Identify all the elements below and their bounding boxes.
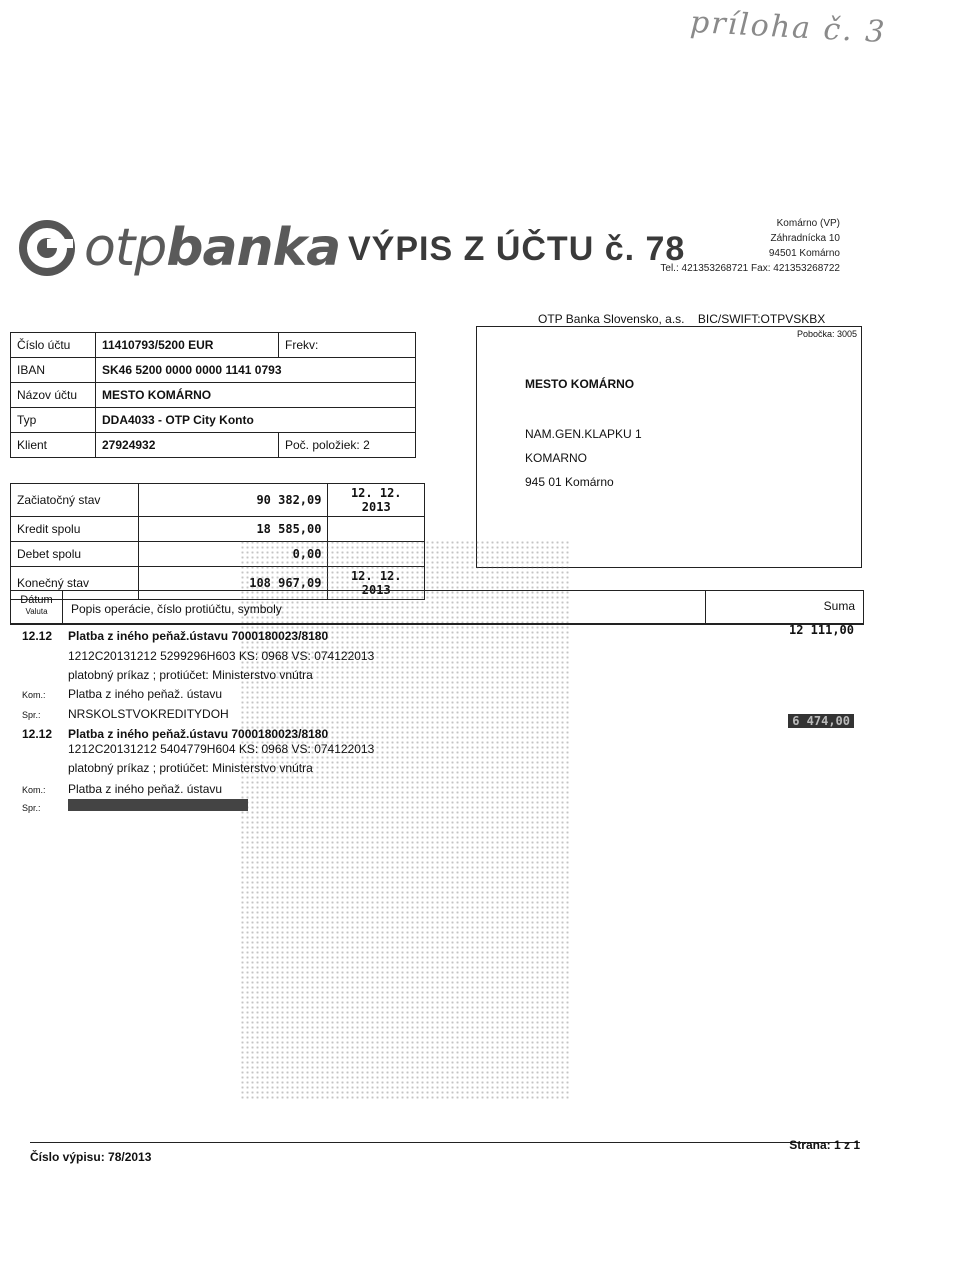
account-number-label: Číslo účtu <box>11 333 96 358</box>
bank-name: OTP Banka Slovensko, a.s. <box>538 312 685 326</box>
statement-number: Číslo výpisu: 78/2013 <box>30 1150 152 1164</box>
client-label: Klient <box>11 433 96 458</box>
account-number: 11410793/5200 EUR <box>96 333 279 358</box>
redacted-message <box>68 799 248 811</box>
item-count: 2 <box>363 438 370 452</box>
branch-contact: Tel.: 421353268721 Fax: 421353268722 <box>660 263 840 274</box>
comment-label: Kom.: <box>22 785 46 795</box>
otp-logo-icon <box>18 219 76 277</box>
transaction-title: Platba z iného peňaž.ústavu 7000180023/8180 <box>68 629 329 643</box>
transaction-reference: 1212C20131212 5299296H603 KS: 0968 VS: 074122013 <box>68 649 375 663</box>
addressee-street: NAM.GEN.KLAPKU 1 <box>525 427 642 441</box>
transaction-amount: 6 474,00 <box>788 714 854 728</box>
iban-value: SK46 5200 0000 0000 1141 0793 <box>96 358 416 383</box>
bank-header <box>538 312 825 326</box>
transaction-counterparty: platobný príkaz ; protiúčet: Ministerstvo vnútra <box>68 761 313 775</box>
closing-balance-label: Konečný stav <box>11 567 139 600</box>
transaction-amount: 12 111,00 <box>788 623 854 637</box>
account-info-table <box>10 332 416 458</box>
amount-header: Suma <box>823 599 855 613</box>
client-number: 27924932 <box>96 433 279 458</box>
credit-total-label: Kredit spolu <box>11 517 139 542</box>
otpbanka-logo <box>18 218 340 278</box>
comment-label: Kom.: <box>22 690 46 700</box>
credit-total: 18 585,00 <box>138 517 328 542</box>
amount-column-divider <box>705 591 706 623</box>
opening-balance: 90 382,09 <box>138 484 328 517</box>
closing-balance: 108 967,09 <box>138 567 328 600</box>
statement-title: VÝPIS Z ÚČTU č. 78 <box>348 230 686 268</box>
opening-balance-label: Začiatočný stav <box>11 484 139 517</box>
addressee-box <box>476 326 862 568</box>
addressee-city: KOMARNO <box>525 451 588 465</box>
addressee-zip: 945 01 Komárno <box>525 475 614 489</box>
closing-balance-date: 12. 12. 2013 <box>328 567 425 600</box>
transactions-header <box>10 590 864 625</box>
date-header <box>11 591 63 623</box>
frequency-label: Frekv: <box>279 333 416 358</box>
branch-name: Komárno (VP) <box>776 218 840 229</box>
account-name: MESTO KOMÁRNO <box>96 383 416 408</box>
iban-label: IBAN <box>11 358 96 383</box>
transaction-counterparty: platobný príkaz ; protiúčet: Ministerstvo vnútra <box>68 668 313 682</box>
account-name-label: Názov účtu <box>11 383 96 408</box>
footer-divider <box>30 1142 860 1143</box>
description-header: Popis operácie, číslo protiúčtu, symboly <box>71 602 282 616</box>
valuta-header-label: Valuta <box>25 607 48 616</box>
branch-address <box>660 216 840 276</box>
type-label: Typ <box>11 408 96 433</box>
bic-swift: BIC/SWIFT:OTPVSKBX <box>697 312 826 326</box>
branch-street: Záhradnícka 10 <box>770 233 840 244</box>
debit-total-label: Debet spolu <box>11 542 139 567</box>
logo-wordmark <box>84 218 340 278</box>
message-label: Spr.: <box>22 803 41 813</box>
item-count-label: Poč. položiek: <box>285 438 360 452</box>
item-count-cell <box>279 433 416 458</box>
transaction-date: 12.12 <box>22 629 53 643</box>
transaction-reference: 1212C20131212 5404779H604 KS: 0968 VS: 074122013 <box>68 742 375 756</box>
addressee-name: MESTO KOMÁRNO <box>525 377 635 391</box>
transaction-title: Platba z iného peňaž.ústavu 7000180023/8180 <box>68 727 329 741</box>
date-header-label: Dátum <box>20 594 53 606</box>
logo-text-bold: banka <box>166 218 341 278</box>
credit-total-empty <box>328 517 425 542</box>
branch-city: 94501 Komárno <box>768 248 840 259</box>
transaction-message: NRSKOLSTVOKREDITYDOH <box>68 707 229 721</box>
transaction-comment: Platba z iného peňaž. ústavu <box>68 782 223 796</box>
branch-number: Pobočka: 3005 <box>796 329 857 339</box>
page-number: Strana: 1 z 1 <box>789 1138 860 1152</box>
handwritten-note: príloha č. 3 <box>689 4 888 51</box>
transaction-date: 12.12 <box>22 727 53 741</box>
message-label: Spr.: <box>22 710 41 720</box>
debit-total: 0,00 <box>138 542 328 567</box>
logo-text-light: otp <box>84 218 167 278</box>
transaction-comment: Platba z iného peňaž. ústavu <box>68 687 223 701</box>
account-type: DDA4033 - OTP City Konto <box>96 408 416 433</box>
opening-balance-date: 12. 12. 2013 <box>328 484 425 517</box>
